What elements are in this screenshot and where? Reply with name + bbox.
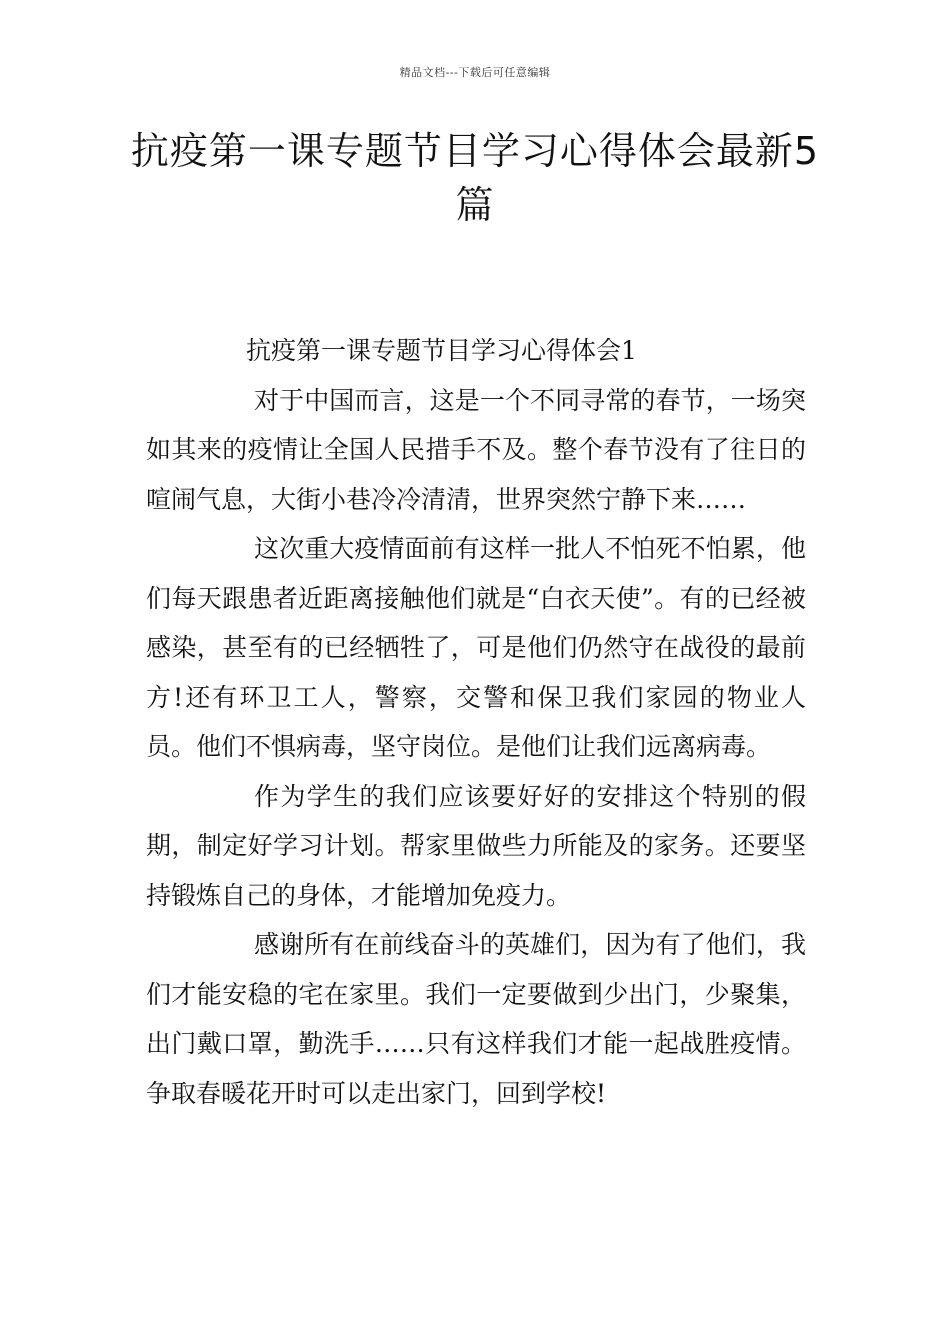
section-title: 抗疫第一课专题节目学习心得体会1 [246,336,637,365]
paragraph-3: 作为学生的我们应该要好好的安排这个特别的假期，制定好学习计划。帮家里做些力所能及的家务。还要坚持锻炼自己的身体，才能增加免疫力。 [146,781,806,910]
document-title: 抗疫第一课专题节目学习心得体会最新5篇 [130,129,820,227]
header-note: 精品文档---下载后可任意编辑 [399,66,551,79]
paragraph-2: 这次重大疫情面前有这样一批人不怕死不怕累，他们每天跟患者近距离接触他们就是“白衣天使”。有的已经被感染，甚至有的已经牺牲了，可是他们仍然守在战役的最前方!还有环卫工人，警察，交警和保卫我们家园的物业人员。他们不惧病毒，坚守岗位。是他们让我们远离病毒。 [146,534,806,761]
document-body [146,326,806,1118]
paragraph-1: 对于中国而言，这是一个不同寻常的春节，一场突如其来的疫情让全国人民措手不及。整个春节没有了往日的喧闹气息，大街小巷冷冷清清，世界突然宁静下来…… [146,385,806,514]
paragraph-4: 感谢所有在前线奋斗的英雄们，因为有了他们，我们才能安稳的宅在家里。我们一定要做到少出门，少聚集，出门戴口罩，勤洗手……只有这样我们才能一起战胜疫情。争取春暖花开时可以走出家门，回到学校! [146,930,806,1108]
